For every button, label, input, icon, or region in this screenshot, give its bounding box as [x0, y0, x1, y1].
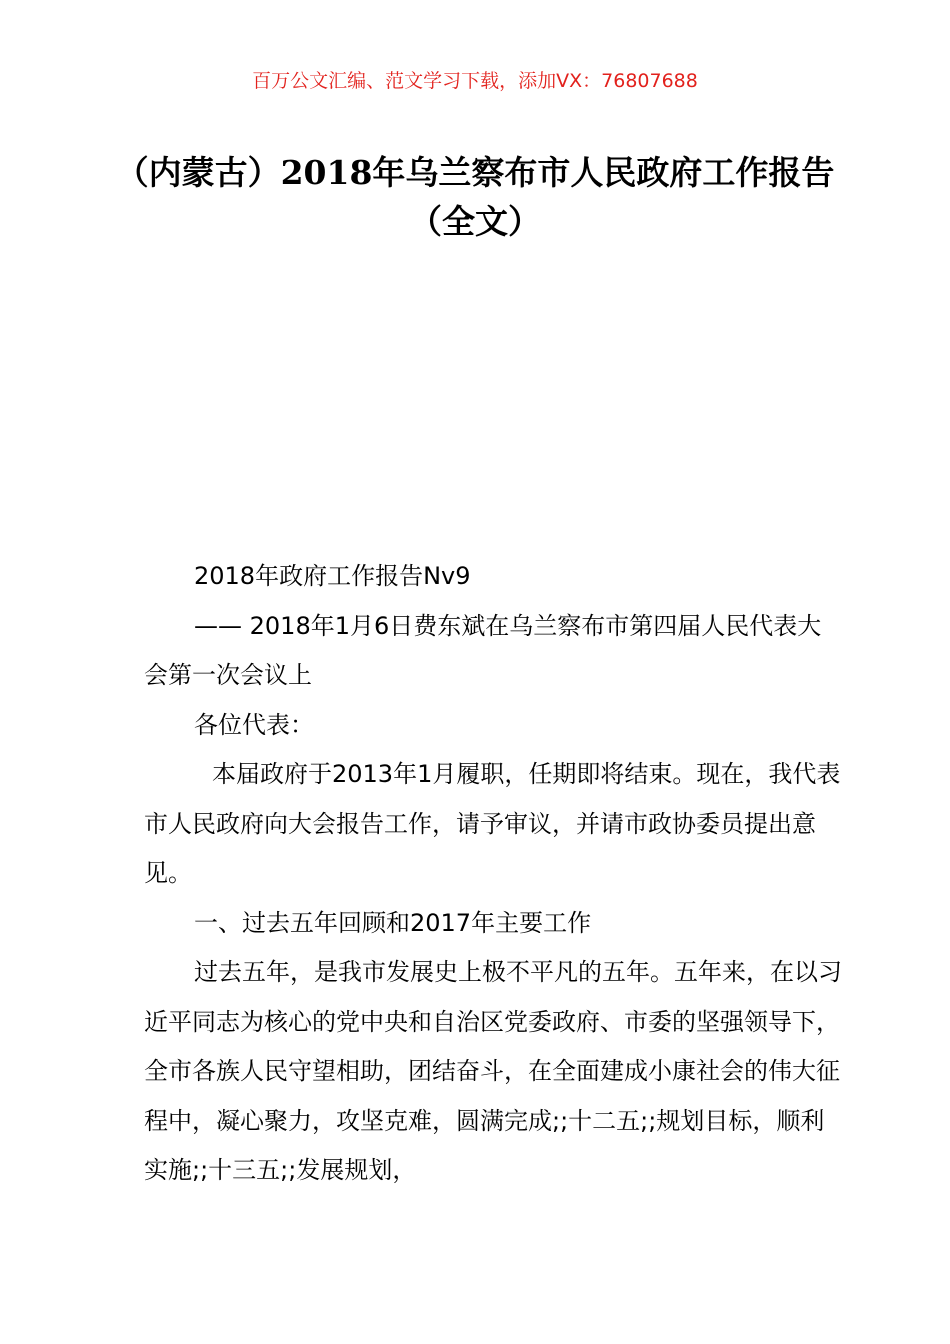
section-heading: 一、过去五年回顾和2017年主要工作 — [194, 908, 592, 937]
header-note: 百万公文汇编、范文学习下载，添加VX：76807688 — [252, 70, 698, 92]
document-body — [144, 552, 844, 1196]
paragraph-review: 过去五年，是我市发展史上极不平凡的五年。五年来，在以习近平同志为核心的党中央和自治区党委政府、市委的坚强领导下，全市各族人民守望相助，团结奋斗，在全面建成小康社会的伟大征程中，凝心聚力，攻坚克难，圆满完成;;十二五;;规划目标，顺利实施;;十三五;;发展规划， — [144, 958, 842, 1184]
document-title: （内蒙古）2018年乌兰察布市人民政府工作报告（全文） — [115, 153, 835, 241]
report-subtitle: 2018年政府工作报告Nv9 — [194, 562, 471, 590]
salutation: 各位代表： — [194, 710, 314, 739]
paragraph-intro: 本届政府于2013年1月履职，任期即将结束。现在，我代表市人民政府向大会报告工作，请予审议，并请市政协委员提出意见。 — [144, 760, 841, 887]
report-byline: —— 2018年1月6日费东斌在乌兰察布市第四届人民代表大会第一次会议上 — [144, 611, 822, 689]
